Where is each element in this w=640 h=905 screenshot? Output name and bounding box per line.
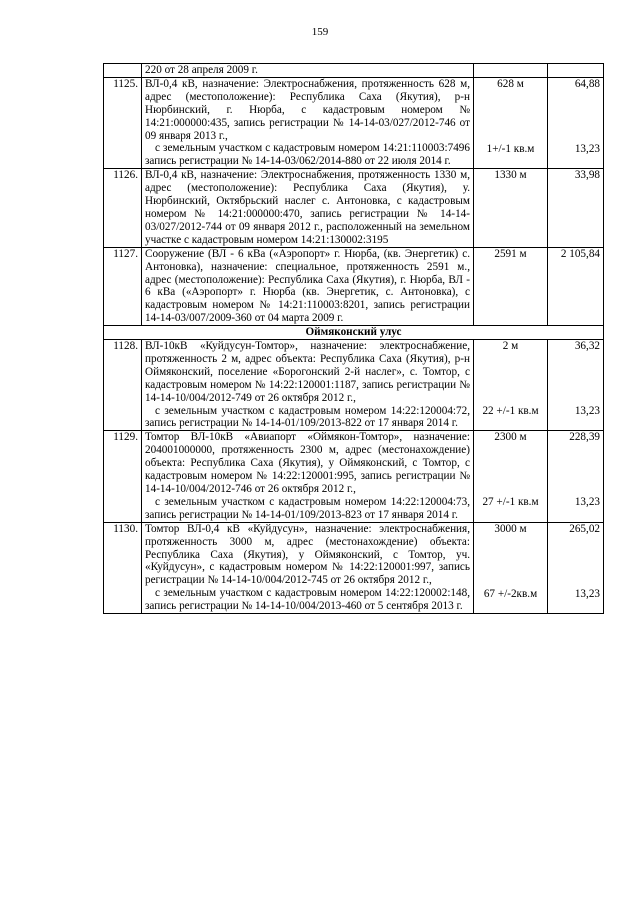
property-registry-table [103,63,604,614]
description-paragraph: 220 от 28 апреля 2009 г. [145,64,258,76]
item-number [104,64,142,78]
item-number: 1128. [104,340,142,431]
description-paragraph: с земельным участком с кадастровым номером 14:22:120002:148, запись регистрации № 14-14-10/004/2013-460 от 5 сентября 2013 г. [145,587,470,613]
cost-value: 36,32 [574,340,600,353]
item-length [474,169,548,247]
item-length [474,522,548,613]
item-length [474,431,548,522]
item-description [142,247,474,325]
item-number: 1125. [104,77,142,168]
description-paragraph: ВЛ-0,4 кВ, назначение: Электроснабжения, протяженность 1330 м, адрес (местоположение): Республика Саха (Якутия), у. Нюрбинский, Октябрьский наслег с. Антоновка, с кадастровым номером № 14:21:000000:470, запись регистрации № 14-14-03/027/2012-744 от 09 января 2012 г., расположенный на земельном участке с кадастровым номером 14:21:130002:3195 [145,169,470,246]
length-value: 1330 м [494,169,527,182]
land-area-value: 22 +/-1 кв.м [482,404,539,417]
description-paragraph: ВЛ-0,4 кВ, назначение: Электроснабжения, протяженность 628 м, адрес (местоположение): Республика Саха (Якутия), р-н Нюрбинский, г. Нюрба, с кадастровым номером № 14:21:000000:435, запись регистрации № 14-14-03/027/2012-746 от 09 января 2013 г., [145,77,470,142]
description-paragraph: Томтор ВЛ-10кВ «Авиапорт «Оймякон-Томтор», назначение: 204001000000, протяженность 2300 м, адрес (местонахождение) объекта: Республика Саха (Якутия), у Оймяконский, с Томтор, с кадастровым номером № 14:22:120001:995, запись регистрации № 14-14-10/004/2012-746 от 26 октября 2012 г., [145,431,470,495]
table-row [104,77,604,168]
table-row [104,247,604,325]
item-value [548,247,604,325]
section-row [104,326,604,340]
page-number: 159 [311,26,329,38]
cost-value: 2 105,84 [560,247,600,260]
section-heading: Оймяконский улус [104,326,604,340]
land-area-value: 67 +/-2кв.м [483,587,538,600]
length-value: 2591 м [494,247,527,260]
cost-value: 64,88 [574,77,600,90]
land-cost-value: 13,23 [574,142,600,155]
table-row [104,522,604,613]
item-length [474,247,548,325]
item-length [474,340,548,431]
description-paragraph: Сооружение (ВЛ - 6 кВа («Аэропорт» г. Нюрба, (кв. Энергетик) с. Антоновка), назначение: специальное, протяженность 2591 м., адрес (местоположение): Республика Саха (Якутия), г. Нюрба, ВЛ - 6 кВа («Аэропорт» г. Нюрба (кв. Энергетик, с. Антоновка), с кадастровым номером № 14:21:110003:8201, запись регистрации 14-14-03/007/2009-360 от 04 марта 2009 г. [145,247,470,325]
item-value [548,431,604,522]
table-row [104,431,604,522]
cost-value: 228,39 [569,431,600,444]
cost-value: 33,98 [574,169,600,182]
length-value: 628 м [497,77,524,90]
item-number: 1126. [104,169,142,247]
description-paragraph: ВЛ-10кВ «Куйдусун-Томтор», назначение: электроснабжение, протяженность 2 м, адрес объекта: Республика Саха (Якутия), р-н Оймяконский, поселение «Борогонский 2-й наслег», с. Томтор, с кадастровым номером № 14:22:120001:1187, запись регистрации № 14-14-10/004/2012-749 от 26 октября 2012 г., [145,340,470,404]
land-area-value: 1+/-1 кв.м [486,142,535,155]
length-value: 2300 м [494,431,527,444]
item-description [142,522,474,613]
description-paragraph: с земельным участком с кадастровым номером 14:22:120004:72, запись регистрации № 14-14-01/109/2013-822 от 17 января 2014 г. [145,404,470,430]
table-row [104,340,604,431]
item-length [474,64,548,78]
land-cost-value: 13,23 [574,587,600,600]
description-paragraph: Томтор ВЛ-0,4 кВ «Куйдусун», назначение: электроснабжения, протяженность 3000 м, адрес (местонахождение) объекта: Республика Саха (Якутия), у Оймяконский, с Томтор, уч. «Куйдусун», с кадастровым номером № 14:22:120001:997, запись регистрации № 14-14-10/004/2012-745 от 26 октября 2012 г., [145,522,470,587]
length-value: 2 м [502,340,519,353]
item-value [548,64,604,78]
item-description [142,169,474,247]
item-value [548,77,604,168]
length-value: 3000 м [494,522,527,535]
item-number: 1127. [104,247,142,325]
item-description [142,77,474,168]
land-cost-value: 13,23 [574,496,600,509]
item-description [142,64,474,78]
item-description [142,340,474,431]
item-value [548,340,604,431]
item-number: 1130. [104,522,142,613]
item-length [474,77,548,168]
land-cost-value: 13,23 [574,404,600,417]
item-value [548,522,604,613]
description-paragraph: с земельным участком с кадастровым номером 14:22:120004:73, запись регистрации № 14-14-01/109/2013-823 от 17 января 2014 г. [145,495,470,521]
land-area-value: 27 +/-1 кв.м [482,496,539,509]
description-paragraph: с земельным участком с кадастровым номером 14:21:110003:7496 запись регистрации № 14-14-03/062/2014-880 от 22 июля 2014 г. [145,142,470,168]
item-number: 1129. [104,431,142,522]
table-row [104,64,604,78]
table-row [104,169,604,247]
item-value [548,169,604,247]
cost-value: 265,02 [569,522,600,535]
item-description [142,431,474,522]
